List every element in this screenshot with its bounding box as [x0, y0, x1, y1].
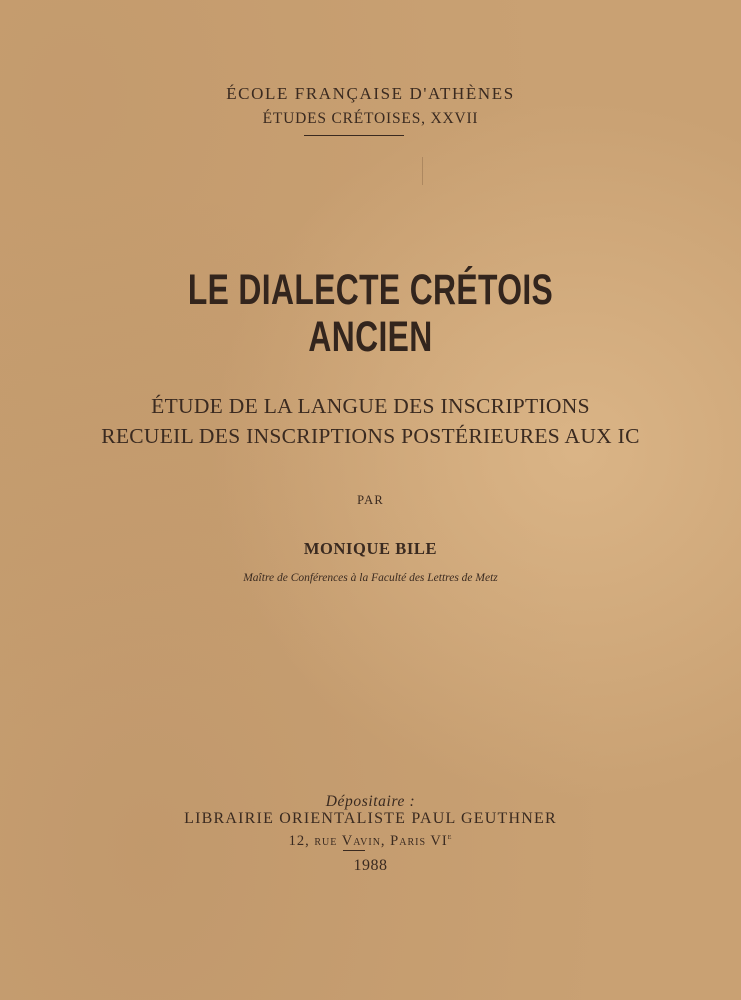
- publisher-address: [0, 831, 741, 850]
- series-institution: ÉCOLE FRANÇAISE D'ATHÈNES: [226, 84, 515, 103]
- series-collection: ÉTUDES CRÉTOISES, XXVII: [262, 110, 479, 127]
- paper-mark: [422, 157, 423, 185]
- title-line-2: ANCIEN: [308, 313, 433, 361]
- title-line-1: LE DIALECTE CRÉTOIS: [187, 266, 554, 314]
- author-affiliation: Maître de Conférences à la Faculté des Lettres de Metz: [243, 572, 498, 584]
- publication-year: 1988: [353, 857, 388, 874]
- publisher-name: LIBRAIRIE ORIENTALISTE PAUL GEUTHNER: [184, 810, 557, 827]
- by-label: PAR: [357, 493, 384, 507]
- publisher-address-superscript: e: [447, 831, 453, 841]
- subtitle-line-2: RECUEIL DES INSCRIPTIONS POSTÉRIEURES AUX IC: [101, 424, 640, 448]
- publisher-label: Dépositaire :: [325, 793, 416, 810]
- header-rule: [304, 135, 404, 136]
- publisher-address-text: 12, rue Vavin, Paris VI: [288, 832, 448, 849]
- author-name: MONIQUE BILE: [303, 539, 438, 558]
- footer-rule: [343, 850, 365, 851]
- subtitle-line-1: ÉTUDE DE LA LANGUE DES INSCRIPTIONS: [151, 394, 590, 418]
